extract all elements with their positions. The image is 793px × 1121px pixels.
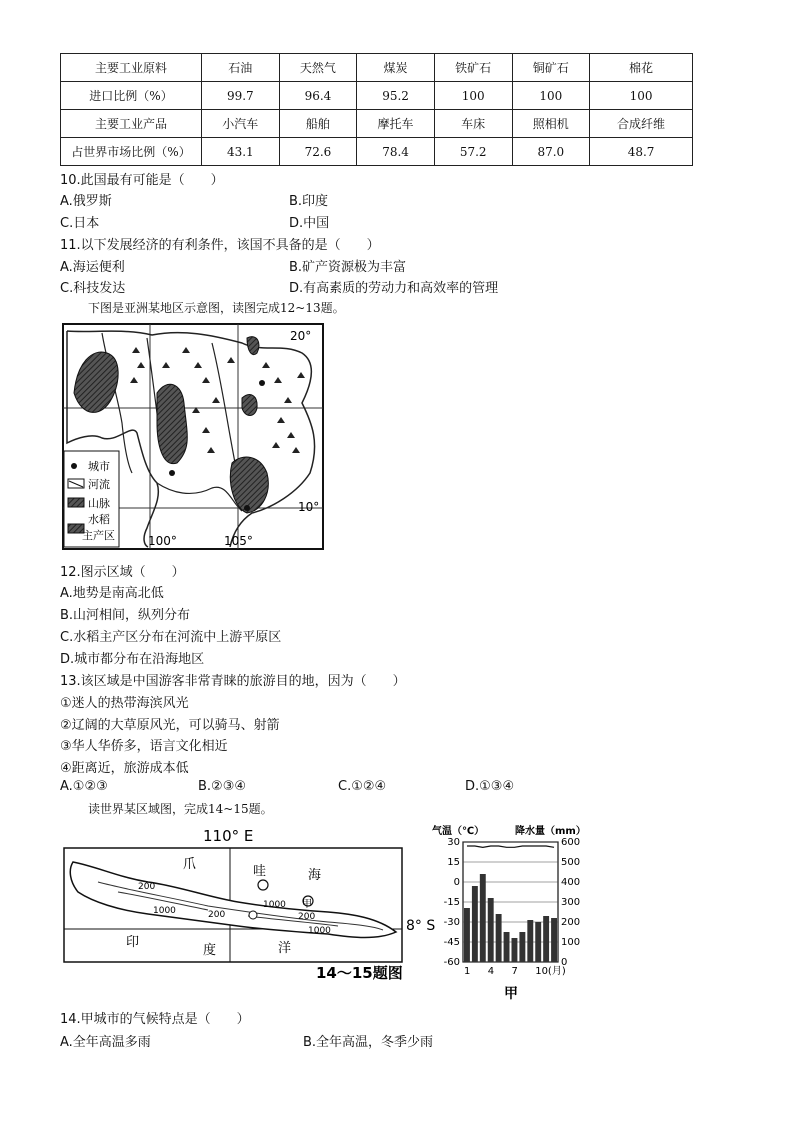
climate-chart [430,822,592,1000]
svg-text:河流: 河流 [88,478,110,491]
precip-bar [480,874,486,962]
table-cell: 48.7 [590,138,693,166]
contour-label: 200 [208,910,226,920]
table-cell: 煤炭 [357,54,435,82]
q13-statement-1: ①迷人的热带海滨风光 [60,696,189,711]
city-dot [169,470,175,476]
precip-bar [551,918,557,962]
contour-label: 200 [138,882,156,892]
q11-option-a[interactable]: A.海运便利 [60,260,125,275]
rice-area [242,395,257,416]
contour-label: 1000 [263,900,286,910]
q11-option-d[interactable]: D.有高素质的劳动力和高效率的管理 [289,281,499,296]
industry-table [60,53,693,166]
table-cell: 95.2 [357,82,435,110]
q10-option-b[interactable]: B.印度 [289,194,329,209]
sea-label-3: 海 [308,868,322,883]
city-dot [244,505,250,511]
precip-tick-label: 600 [561,837,581,848]
q13-statement-4: ④距离近，旅游成本低 [60,761,189,776]
city-dot [259,380,265,386]
q14-option-b[interactable]: B.全年高温，冬季少雨 [303,1035,434,1050]
table-row [61,138,693,166]
table-cell: 主要工业原料 [61,54,202,82]
table-cell: 合成纤维 [590,110,693,138]
q10-option-d[interactable]: D.中国 [289,216,330,231]
table-cell: 小汽车 [202,110,280,138]
city-symbol [249,911,257,919]
q11-option-c[interactable]: C.科技发达 [60,281,126,296]
precip-tick-label: 0 [561,957,568,968]
table-cell: 72.6 [279,138,357,166]
sea-label-2: 哇 [253,864,267,879]
lat-top-label: 20° [290,329,312,343]
table-cell: 摩托车 [357,110,435,138]
table-row [61,110,693,138]
table-cell: 43.1 [202,138,280,166]
q11-option-b[interactable]: B.矿产资源极为丰富 [289,260,407,275]
question-12-stem: 12.图示区域（ ） [60,565,185,580]
precip-bar [488,898,494,962]
table-cell: 100 [590,82,693,110]
svg-text:水稻: 水稻 [88,513,110,526]
svg-text:城市: 城市 [88,460,110,473]
table-cell: 100 [434,82,512,110]
month-tick-label: 7 [511,966,518,977]
table-cell: 船舶 [279,110,357,138]
q13-option-c[interactable]: C.①②④ [338,779,387,794]
question-13-stem: 13.该区域是中国游客非常青睐的旅游目的地，因为（ ） [60,674,406,689]
table-cell: 100 [512,82,590,110]
intro-12-13: 下图是亚洲某地区示意图，读图完成12~13题。 [88,301,345,315]
temp-tick-label: -60 [443,957,460,968]
table-cell: 铁矿石 [434,54,512,82]
precip-bar [519,932,525,962]
contour-label: 1000 [308,926,331,936]
month-tick-label: 4 [487,966,495,977]
table-cell: 主要工业产品 [61,110,202,138]
sea-label-1: 爪 [183,857,197,872]
table-cell: 57.2 [434,138,512,166]
table-row [61,82,693,110]
temp-tick-label: 15 [447,857,460,868]
precip-bar [512,938,518,962]
svg-text:山脉: 山脉 [88,497,110,510]
q13-option-a[interactable]: A.①②③ [60,779,108,794]
table-cell: 车床 [434,110,512,138]
precip-bar [464,908,470,962]
q13-option-d[interactable]: D.①③④ [465,779,515,794]
java-region-map [58,822,436,987]
table-cell: 天然气 [279,54,357,82]
contour-label: 200 [298,912,316,922]
lat-bottom-label: 10° [298,500,320,514]
q13-option-b[interactable]: B.②③④ [198,779,247,794]
lon-label: 110° E [203,827,254,845]
temp-tick-label: -30 [443,917,460,928]
temp-tick-label: -45 [443,937,460,948]
table-cell: 进口比例（%） [61,82,202,110]
lon-right-label: 105° [224,534,253,548]
svg-text:主产区: 主产区 [82,529,115,542]
q12-option-a[interactable]: A.地势是南高北低 [60,586,164,601]
precip-bar [504,932,510,962]
rice-area [157,384,187,463]
volcano-symbol [258,880,268,890]
map-legend [64,451,119,547]
table-cell: 99.7 [202,82,280,110]
table-cell: 铜矿石 [512,54,590,82]
month-tick-label: 1 [463,966,471,977]
precip-tick-label: 300 [561,897,581,908]
lat-label: 8° S [406,918,436,934]
q13-statement-3: ③华人华侨多，语言文化相近 [60,739,228,754]
question-14-stem: 14.甲城市的气候特点是（ ） [60,1012,250,1027]
precip-bar [543,916,549,962]
question-10-stem: 10.此国最有可能是（ ） [60,173,224,188]
precip-axis-title: 降水量（mm） [515,826,586,837]
table-cell: 石油 [202,54,280,82]
ocean-label-3: 洋 [278,941,292,956]
q12-option-b[interactable]: B.山河相间，纵列分布 [60,608,191,623]
table-cell: 87.0 [512,138,590,166]
q10-option-c[interactable]: C.日本 [60,216,100,231]
q13-statement-2: ②辽阔的大草原风光，可以骑马、射箭 [60,718,280,733]
temp-tick-label: 0 [453,877,460,888]
ocean-label-2: 度 [203,943,217,958]
precip-tick-label: 400 [561,877,581,888]
q10-option-a[interactable]: A.俄罗斯 [60,194,112,209]
precip-tick-label: 200 [561,917,581,928]
ocean-label-1: 印 [126,935,140,950]
precip-tick-label: 500 [561,857,581,868]
temp-tick-label: 30 [447,837,460,848]
precip-bar [472,886,478,962]
map2-caption: 14～15题图 [316,964,403,982]
precip-bar [527,920,533,962]
temp-tick-label: -15 [443,897,460,908]
precip-bar [496,914,502,962]
table-cell: 照相机 [512,110,590,138]
table-row [61,54,693,82]
climate-city-label: 甲 [504,986,518,1002]
contour-label: 1000 [153,906,176,916]
month-tick-label: 10(月) [535,966,566,977]
q12-option-c[interactable]: C.水稻主产区分布在河流中上游平原区 [60,630,282,645]
lon-left-label: 100° [148,534,177,548]
q12-option-d[interactable]: D.城市都分布在沿海地区 [60,652,205,667]
city-jia-label: 甲 [302,899,312,910]
precip-tick-label: 100 [561,937,581,948]
table-cell: 78.4 [357,138,435,166]
question-11-stem: 11.以下发展经济的有利条件，该国不具备的是（ ） [60,238,380,253]
temp-axis-title: 气温（℃） [432,826,485,837]
table-cell: 占世界市场比例（%） [61,138,202,166]
asia-region-map [62,323,324,550]
table-cell: 96.4 [279,82,357,110]
precip-bar [535,922,541,962]
table-cell: 棉花 [590,54,693,82]
intro-14-15: 读世界某区域图，完成14~15题。 [88,802,273,816]
q14-option-a[interactable]: A.全年高温多雨 [60,1035,151,1050]
